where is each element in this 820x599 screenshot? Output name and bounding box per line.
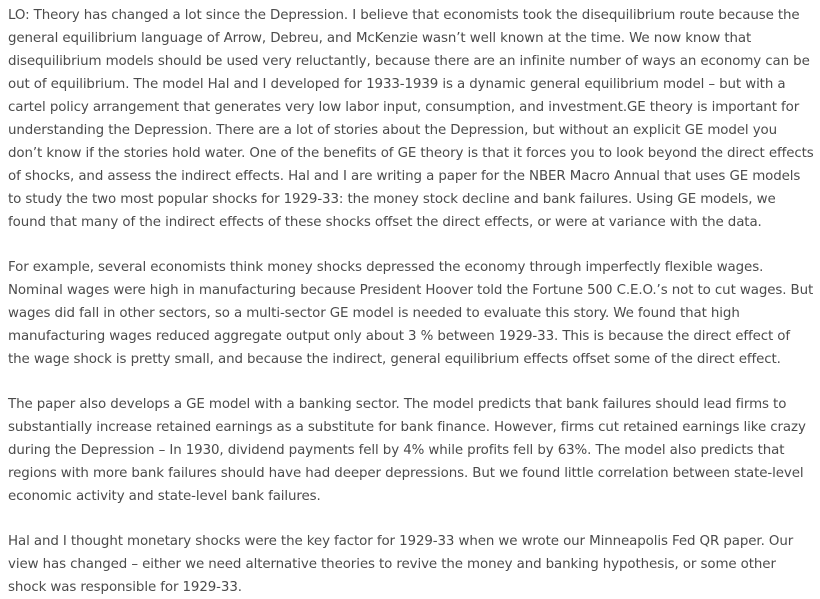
paragraph-banking-sector: The paper also develops a GE model with a banking sector. The model predicts that bank failures should lead firms to substantially increase retained earnings as a substitute for bank finance. However, firms cut retained earnings like crazy during the Depression – In 1930, dividend payments fell by 4% while profits fell by 63%. The model also predicts that regions with more bank failures should have had deeper depressions. But we found little correlation between state-level economic activity and state-level bank failures.: [8, 397, 806, 504]
paragraph-money-shocks-wages: For example, several economists think money shocks depressed the economy through imperfectly flexible wages. Nominal wages were high in manufacturing because President Hoover told the Fortune 500 C.E.O.’s not to cut wages. But wages did fall in other sectors, so a multi-sector GE model is needed to evaluate this story. We found that high manufacturing wages reduced aggregate output only about 3 % between 1929-33. This is because the direct effect of the wage shock is pretty small, and because the indirect, general equilibrium effects offset some of the direct effect.: [8, 260, 814, 367]
paragraph-monetary-shocks-view: Hal and I thought monetary shocks were the key factor for 1929-33 when we wrote our Minneapolis Fed QR paper. Our view has changed – either we need alternative theories to revive the money and banking hypothesis, or some other shock was responsible for 1929-33.: [8, 534, 794, 595]
paragraph-theory-ge-models: LO: Theory has changed a lot since the Depression. I believe that economists took the disequilibrium route because the general equilibrium language of Arrow, Debreu, and McKenzie wasn’t well known at the time. We now know that disequilibrium models should be used very reluctantly, because there are an infinite number of ways an economy can be out of equilibrium. The model Hal and I developed for 1933-1939 is a dynamic general equilibrium model – but with a cartel policy arrangement that generates very low labor input, consumption, and investment.GE theory is important for understanding the Depression. There are a lot of stories about the Depression, but without an explicit GE model you don’t know if the stories hold water. One of the benefits of GE theory is that it forces you to look beyond the direct effects of shocks, and assess the indirect effects. Hal and I are writing a paper for the NBER Macro Annual that uses GE models to study the two most popular shocks for 1929-33: the money stock decline and bank failures. Using GE models, we found that many of the indirect effects of these shocks offset the direct effects, or were at variance with the data.: [8, 8, 814, 230]
